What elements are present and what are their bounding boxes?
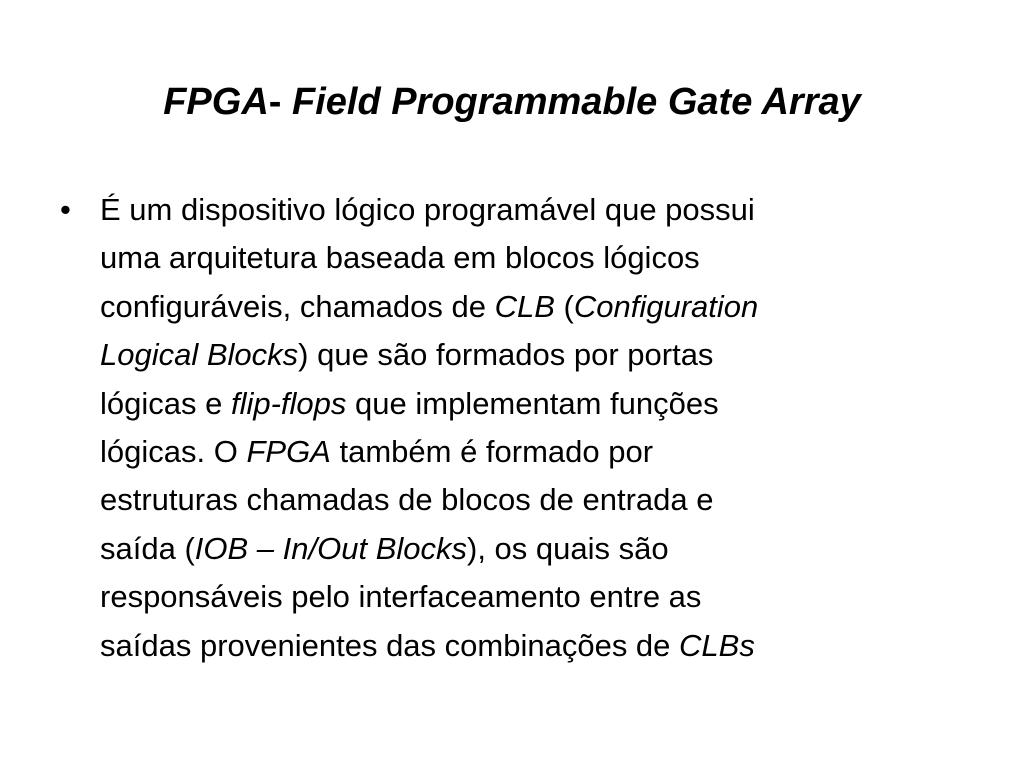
term-clb: CLB xyxy=(494,288,555,324)
title-acronym: FPGA xyxy=(163,81,269,123)
line6-text-c: também é formado por xyxy=(330,434,654,470)
line10-text-a: saídas provenientes das combinações de xyxy=(100,627,680,663)
term-configuration: Configuration xyxy=(573,288,759,324)
line4-text-b: ) que são formados por portas xyxy=(298,337,714,373)
line8-text-a: saída ( xyxy=(100,530,195,566)
title-separator: - xyxy=(268,81,292,123)
paragraph-line-3 xyxy=(100,283,980,331)
bullet-paragraph xyxy=(100,186,980,670)
term-fpga: FPGA xyxy=(246,434,331,470)
paragraph-line-10 xyxy=(100,622,980,670)
line6-text-a: lógicas. O xyxy=(100,434,247,470)
paragraph-line-1: É um dispositivo lógico programável que possui xyxy=(100,192,755,227)
slide-title xyxy=(0,76,1024,128)
term-clbs: CLBs xyxy=(679,627,755,663)
line5-text-a: lógicas e xyxy=(100,385,231,421)
line5-text-c: que implementam funções xyxy=(346,385,719,421)
bullet-marker: • xyxy=(60,192,71,227)
line3-text-c: ( xyxy=(554,288,574,324)
line8-text-c: ), os quais são xyxy=(467,530,669,566)
term-iob: IOB – In/Out Blocks xyxy=(194,530,467,566)
term-logical-blocks: Logical Blocks xyxy=(100,337,299,373)
title-expansion: Field Programmable Gate Array xyxy=(291,81,861,123)
paragraph-line-4 xyxy=(100,331,980,379)
line3-text-a: configuráveis, chamados de xyxy=(100,288,495,324)
paragraph-line-7: estruturas chamadas de blocos de entrada e xyxy=(100,482,714,518)
paragraph-line-5 xyxy=(100,380,980,428)
paragraph-line-6 xyxy=(100,428,980,476)
term-flip-flops: flip-flops xyxy=(230,385,347,421)
paragraph-line-8 xyxy=(100,525,980,573)
paragraph-line-9: responsáveis pelo interfaceamento entre as xyxy=(100,579,702,615)
paragraph-line-2: uma arquitetura baseada em blocos lógicos xyxy=(100,240,700,276)
